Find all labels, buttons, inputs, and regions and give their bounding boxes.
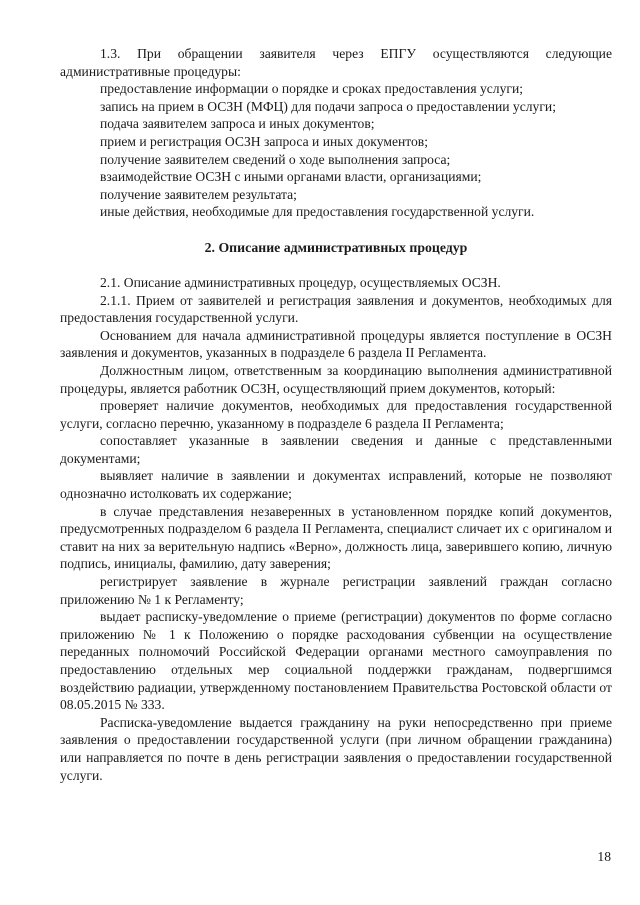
paragraph: сопоставляет указанные в заявлении сведения и данные с представленными документами; [60, 433, 612, 466]
paragraph: 2.1.1. Прием от заявителей и регистрация заявления и документов, необходимых для предоставления государственной услуги. [60, 292, 612, 326]
paragraph: в случае представления незаверенных в установленном порядке копий документов, предусмотренных подразделом 6 раздела II Регламента, специалист сличает их с оригиналом и ставит на них за верительную надпись «Верно», должность лица, заверившего копию, личную подпись, инициалы, фамилию, дату заверения; [60, 503, 612, 572]
procedure-item: получение заявителем сведений о ходе выполнения запроса; [100, 151, 451, 167]
paragraph: регистрирует заявление в журнале регистрации заявлений граждан согласно приложению № 1 к Регламенту; [60, 574, 612, 607]
procedure-item: прием и регистрация ОСЗН запроса и иных документов; [100, 133, 429, 149]
page-number: 18 [597, 849, 611, 864]
paragraph: Расписка-уведомление выдается гражданину на руки непосредственно при приеме заявления о предоставлении государственной услуги (при личном обращении гражданина) или направляется по почте в день регистрации заявления о предоставлении государственной услуги. [60, 714, 612, 783]
paragraph: Должностным лицом, ответственным за координацию выполнения административной процедуры, является работник ОСЗН, осуществляющий прием документов, который: [60, 362, 612, 396]
procedure-item: иные действия, необходимые для предоставления государственной услуги. [100, 204, 535, 220]
procedure-item: взаимодействие ОСЗН с иными органами власти, организациями; [100, 169, 482, 185]
procedure-item: запись на прием в ОСЗН (МФЦ) для подачи запроса о предоставлении услуги; [100, 98, 556, 114]
procedure-item: подача заявителем запроса и иных документов; [100, 116, 375, 132]
paragraph: выдает расписку-уведомление о приеме (регистрации) документов по форме согласно приложению № 1 к Положению о порядке расходования субвенции на осуществление переданных полномочий Российской Федерации органами местного самоуправления по предоставлению отдельных мер социальной поддержки гражданам, подвергшимся воздействию радиации, утвержденному постановлением Правительства Ростовской области от 08.05.2015 № 333. [60, 609, 612, 713]
procedure-item: предоставление информации о порядке и сроках предоставления услуги; [100, 81, 524, 97]
intro-paragraph: 1.3. При обращении заявителя через ЕПГУ осуществляются следующие административные процедуры: [60, 46, 612, 79]
page-content [60, 45, 612, 784]
paragraph: 2.1. Описание административных процедур, осуществляемых ОСЗН. [100, 274, 501, 290]
procedure-item: получение заявителем результата; [100, 186, 297, 202]
section-heading: 2. Описание административных процедур [204, 239, 468, 255]
paragraph: Основанием для начала административной процедуры является поступление в ОСЗН заявления и документов, указанных в подразделе 6 раздела II Регламента. [60, 327, 612, 361]
paragraph: проверяет наличие документов, необходимых для предоставления государственной услуги, согласно перечню, указанному в подразделе 6 раздела II Регламента; [60, 398, 612, 431]
paragraph: выявляет наличие в заявлении и документах исправлений, которые не позволяют однозначно истолковать их содержание; [60, 468, 612, 502]
